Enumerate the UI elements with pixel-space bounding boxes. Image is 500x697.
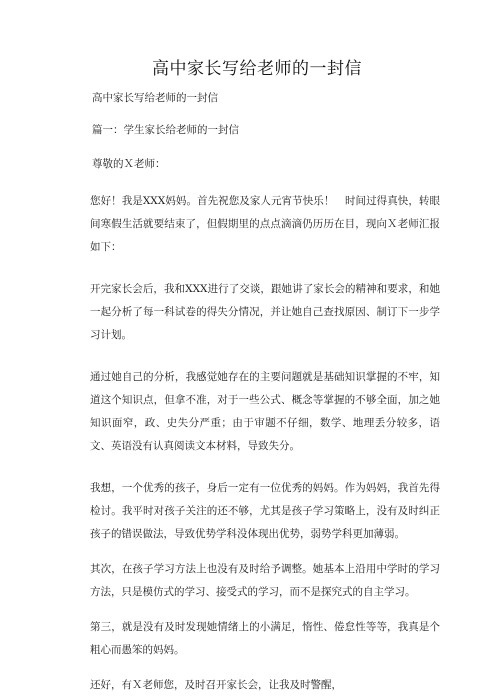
paragraph-analysis: 通过她自己的分析，我感觉她存在的主要问题就是基础知识掌握的不牢，知道这个知识点，但拿不准，对于一些公式、概念等掌握的不够全面，加之她知识面窄，政、史失分严重；由于审题不仔细，数学、地理丢分较多，语文、英语没有认真阅读文本材料，导致失分。 (90, 371, 440, 452)
paragraph-emotion: 第三，就是没有及时发现她情绪上的小满足，惰性、倦怠性等等，我真是个粗心而愚笨的妈妈。 (90, 621, 440, 656)
document-title: 高中家长写给老师的一封信 (152, 59, 362, 79)
paragraph-closing: 还好，有Ｘ老师您，及时召开家长会，让我及时警醒， (90, 679, 342, 691)
chapter-heading: 篇一：学生家长给老师的一封信 (92, 124, 239, 136)
document-subtitle: 高中家长写给老师的一封信 (92, 92, 218, 104)
paragraph-meeting: 开完家长会后，我和XXX进行了交谈，跟她讲了家长会的精神和要求，和她一起分析了每一科试卷的得失分情况，并让她自己查找原因、制订下一步学习计划。 (90, 283, 440, 341)
letter-salutation: 尊敬的Ｘ老师： (92, 158, 166, 170)
paragraph-method: 其次，在孩子学习方法上也没有及时给予调整。她基本上沿用中学时的学习方法，只是模仿式的学习、接受式的学习，而不是探究式的自主学习。 (90, 563, 440, 598)
paragraph-reflection: 我想，一个优秀的孩子，身后一定有一位优秀的妈妈。作为妈妈，我首先得检讨。我平时对孩子关注的还不够，尤其是孩子学习策略上，没有及时纠正孩子的错误做法，导致优势学科没体现出优势，弱势学科更加薄弱。 (90, 482, 440, 540)
paragraph-greeting: 您好！我是XXX妈妈。首先祝您及家人元宵节快乐！ 时间过得真快，转眼间寒假生活就要结束了，但假期里的点点滴滴仍历历在目，现向Ｘ老师汇报如下： (90, 195, 440, 253)
